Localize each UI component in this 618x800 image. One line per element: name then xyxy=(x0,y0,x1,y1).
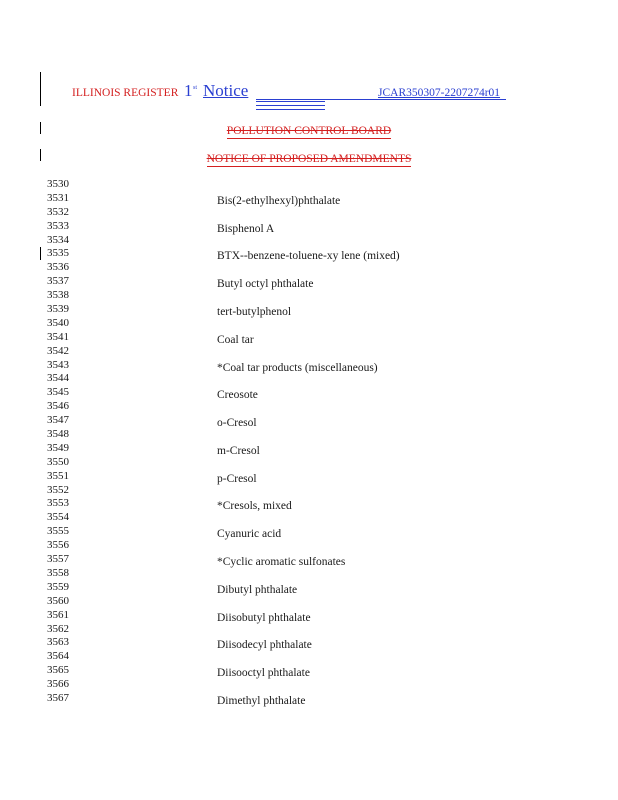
line-number: 3552 xyxy=(47,483,69,496)
document-line xyxy=(0,428,618,442)
line-number: 3560 xyxy=(47,594,69,607)
substance-name: Dimethyl phthalate xyxy=(217,694,306,707)
line-number: 3555 xyxy=(47,525,69,538)
document-line xyxy=(0,289,618,303)
agency-title: POLLUTION CONTROL BOARD xyxy=(226,125,392,137)
substance-name: BTX--benzene-toluene-xy lene (mixed) xyxy=(217,250,400,263)
document-line xyxy=(0,567,618,581)
line-number: 3540 xyxy=(47,316,69,329)
document-line xyxy=(0,247,618,261)
document-line xyxy=(0,359,618,373)
line-number: 3542 xyxy=(47,344,69,357)
line-number: 3548 xyxy=(47,428,69,441)
substance-name: Bis(2-ethylhexyl)phthalate xyxy=(217,194,341,207)
document-line xyxy=(0,525,618,539)
line-number: 3544 xyxy=(47,372,69,385)
substance-name: Butyl octyl phthalate xyxy=(217,278,314,291)
substance-name: *Cyclic aromatic sulfonates xyxy=(217,556,346,569)
document-line xyxy=(0,331,618,345)
document-line xyxy=(0,623,618,637)
line-number: 3533 xyxy=(47,219,69,232)
substance-name: p-Cresol xyxy=(217,472,257,485)
line-number: 3543 xyxy=(47,358,69,371)
jcar-code: JCAR350307-2207274r01 xyxy=(378,87,501,99)
line-number: 3566 xyxy=(47,678,69,691)
line-number: 3531 xyxy=(47,191,69,204)
line-number: 3565 xyxy=(47,664,69,677)
line-number: 3534 xyxy=(47,233,69,246)
substance-name: Diisobutyl phthalate xyxy=(217,611,311,624)
document-line xyxy=(0,261,618,275)
document-line xyxy=(0,456,618,470)
line-number: 3554 xyxy=(47,511,69,524)
document-line xyxy=(0,442,618,456)
document-line xyxy=(0,303,618,317)
document-line xyxy=(0,595,618,609)
line-number: 3530 xyxy=(47,178,69,190)
line-number: 3539 xyxy=(47,303,69,316)
header-rule xyxy=(256,101,325,102)
document-line xyxy=(0,484,618,498)
line-number: 3557 xyxy=(47,553,69,566)
substance-name: m-Cresol xyxy=(217,444,260,457)
document-line xyxy=(0,192,618,206)
running-header xyxy=(72,80,512,112)
line-number: 3546 xyxy=(47,400,69,413)
header-rule xyxy=(256,99,506,100)
line-number: 3562 xyxy=(47,622,69,635)
document-line xyxy=(0,650,618,664)
document-line xyxy=(0,178,618,192)
change-bar xyxy=(40,72,41,106)
document-line xyxy=(0,414,618,428)
notice-title-row xyxy=(0,149,618,167)
document-line xyxy=(0,581,618,595)
document-line xyxy=(0,678,618,692)
substance-name: Cyanuric acid xyxy=(217,528,282,541)
line-number: 3559 xyxy=(47,580,69,593)
line-number: 3535 xyxy=(47,247,69,260)
substance-name: *Cresols, mixed xyxy=(217,500,292,513)
line-number: 3564 xyxy=(47,650,69,663)
substance-name: Creosote xyxy=(217,389,258,402)
document-line xyxy=(0,275,618,289)
line-number: 3558 xyxy=(47,566,69,579)
header-rule xyxy=(256,109,325,110)
document-line xyxy=(0,345,618,359)
line-number: 3545 xyxy=(47,386,69,399)
line-number: 3537 xyxy=(47,275,69,288)
notice-title: NOTICE OF PROPOSED AMENDMENTS xyxy=(206,153,412,165)
document-line xyxy=(0,636,618,650)
document-line xyxy=(0,220,618,234)
substance-name: tert-butylphenol xyxy=(217,306,292,319)
register-name: ILLINOIS REGISTER xyxy=(72,87,179,99)
document-line xyxy=(0,497,618,511)
document-line xyxy=(0,206,618,220)
issue-number-superscript: st xyxy=(193,85,198,91)
notice-label: Notice xyxy=(203,81,249,100)
document-line xyxy=(0,386,618,400)
substance-name: Diisooctyl phthalate xyxy=(217,667,310,680)
document-line xyxy=(0,234,618,248)
line-number: 3551 xyxy=(47,469,69,482)
document-line xyxy=(0,317,618,331)
line-number: 3547 xyxy=(47,414,69,427)
document-line xyxy=(0,692,618,706)
substance-name: *Coal tar products (miscellaneous) xyxy=(217,361,378,374)
document-line xyxy=(0,511,618,525)
line-number: 3538 xyxy=(47,289,69,302)
line-number: 3549 xyxy=(47,441,69,454)
line-number: 3532 xyxy=(47,205,69,218)
header-rule xyxy=(256,105,325,106)
substance-name: Dibutyl phthalate xyxy=(217,583,298,596)
document-line xyxy=(0,470,618,484)
line-number: 3541 xyxy=(47,330,69,343)
substance-name: Coal tar xyxy=(217,333,254,346)
document-line xyxy=(0,664,618,678)
line-number: 3553 xyxy=(47,497,69,510)
agency-title-row xyxy=(0,121,618,139)
line-number: 3567 xyxy=(47,691,69,704)
line-number: 3536 xyxy=(47,261,69,274)
line-number: 3556 xyxy=(47,539,69,552)
document-line xyxy=(0,609,618,623)
line-number: 3563 xyxy=(47,636,69,649)
numbered-lines xyxy=(0,178,618,706)
line-number: 3561 xyxy=(47,608,69,621)
document-line xyxy=(0,553,618,567)
document-line xyxy=(0,539,618,553)
substance-name: o-Cresol xyxy=(217,417,257,430)
substance-name: Bisphenol A xyxy=(217,222,275,235)
substance-name: Diisodecyl phthalate xyxy=(217,639,312,652)
document-line xyxy=(0,372,618,386)
issue-number: 1 xyxy=(184,81,193,100)
line-number: 3550 xyxy=(47,455,69,468)
document-line xyxy=(0,400,618,414)
